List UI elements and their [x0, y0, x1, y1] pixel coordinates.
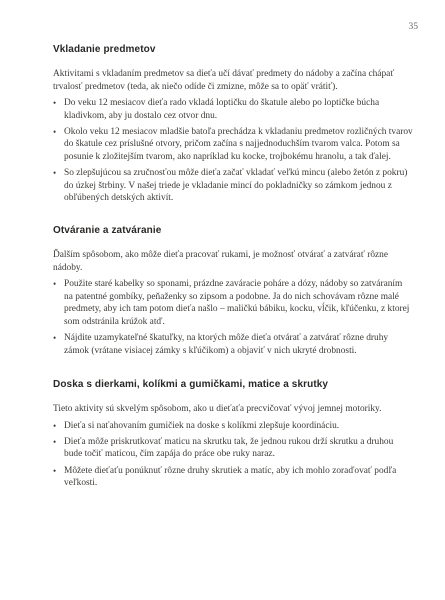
- list-item: • Okolo veku 12 mesiacov mladšie batoľa prechádza k vkladaniu predmetov rozličných tvarov do škatule cez príslušné otvory, pričom začína s najjednoduchším tvarom valca. Potom sa posunie k zložitejším tvarom, ako napríklad ku kocke, trojbokému hranolu, a tak ďalej.: [53, 126, 413, 164]
- list-item: • Môžete dieťaťu ponúknuť rôzne druhy skrutiek a matíc, aby ich mohlo zoraďovať podľa veľkosti.: [53, 465, 413, 490]
- list-item: • Dieťa si naťahovaním gumičiek na doske s kolíkmi zlepšuje koordináciu.: [53, 420, 413, 433]
- bullet-list: [53, 278, 413, 357]
- section-intro: Tieto aktivity sú skvelým spôsobom, ako u dieťaťa precvičovať vývoj jemnej motoriky.: [53, 404, 382, 415]
- main-content: [53, 44, 413, 510]
- bullet-list: [53, 97, 413, 205]
- section-heading: Vkladanie predmetov: [53, 44, 156, 55]
- list-item: • So zlepšujúcou sa zručnosťou môže dieťa začať vkladať veľkú mincu (alebo žetón z pokru) do úzkej štrbiny. V našej triede je vkladanie mincí do pokladničky so zámkom jednou z obľúbených detských aktivít.: [53, 167, 413, 205]
- section-doska: [53, 379, 413, 490]
- section-intro: Ďalším spôsobom, ako môže dieťa pracovať rukami, je možnosť otvárať a zatvárať rôzne nádoby.: [53, 249, 389, 273]
- list-item: • Nájdite uzamykateľné škatuľky, na ktorých môže dieťa otvárať a zatvárať rôzne druhy zámok (vrátane visiacej zámky s kľúčikom) a objaviť v nich ukryté drobnosti.: [53, 332, 413, 357]
- bullet-list: [53, 420, 413, 490]
- section-heading: Otváranie a zatváranie: [53, 224, 162, 236]
- list-item: • Použite staré kabelky so sponami, prázdne zaváracie poháre a dózy, nádoby so zatváraním na patentné gombíky, peňaženky so zipsom a podobne. Ja do nich schovávam rôzne malé predmety, aby ich tam potom dieťa našlo – maličkú bábiku, kocku, vĺčik, kľúčenku, z ktorej som odstránila krúžok atď.: [53, 278, 413, 328]
- section-vkladanie: [53, 44, 413, 205]
- list-item: • Do veku 12 mesiacov dieťa rado vkladá loptičku do škatule alebo po loptičke búcha kladivkom, aby ju dostalo cez otvor dnu.: [53, 97, 413, 122]
- list-item: • Dieťa môže priskrutkovať maticu na skrutku tak, že jednou rukou drží skrutku a druhou bude točiť maticou, čím zapája do práce obe ruky naraz.: [53, 436, 413, 461]
- section-intro: Aktivitami s vkladaním predmetov sa dieťa učí dávať predmety do nádoby a začína chápať trvalosť predmetov (teda, ak niečo odíde či zmizne, môže sa to opäť vrátiť).: [53, 69, 395, 92]
- section-otvaranie: [53, 225, 413, 357]
- page-number: 35: [408, 22, 418, 32]
- section-heading: Doska s dierkami, kolíkmi a gumičkami, matice a skrutky: [53, 379, 329, 391]
